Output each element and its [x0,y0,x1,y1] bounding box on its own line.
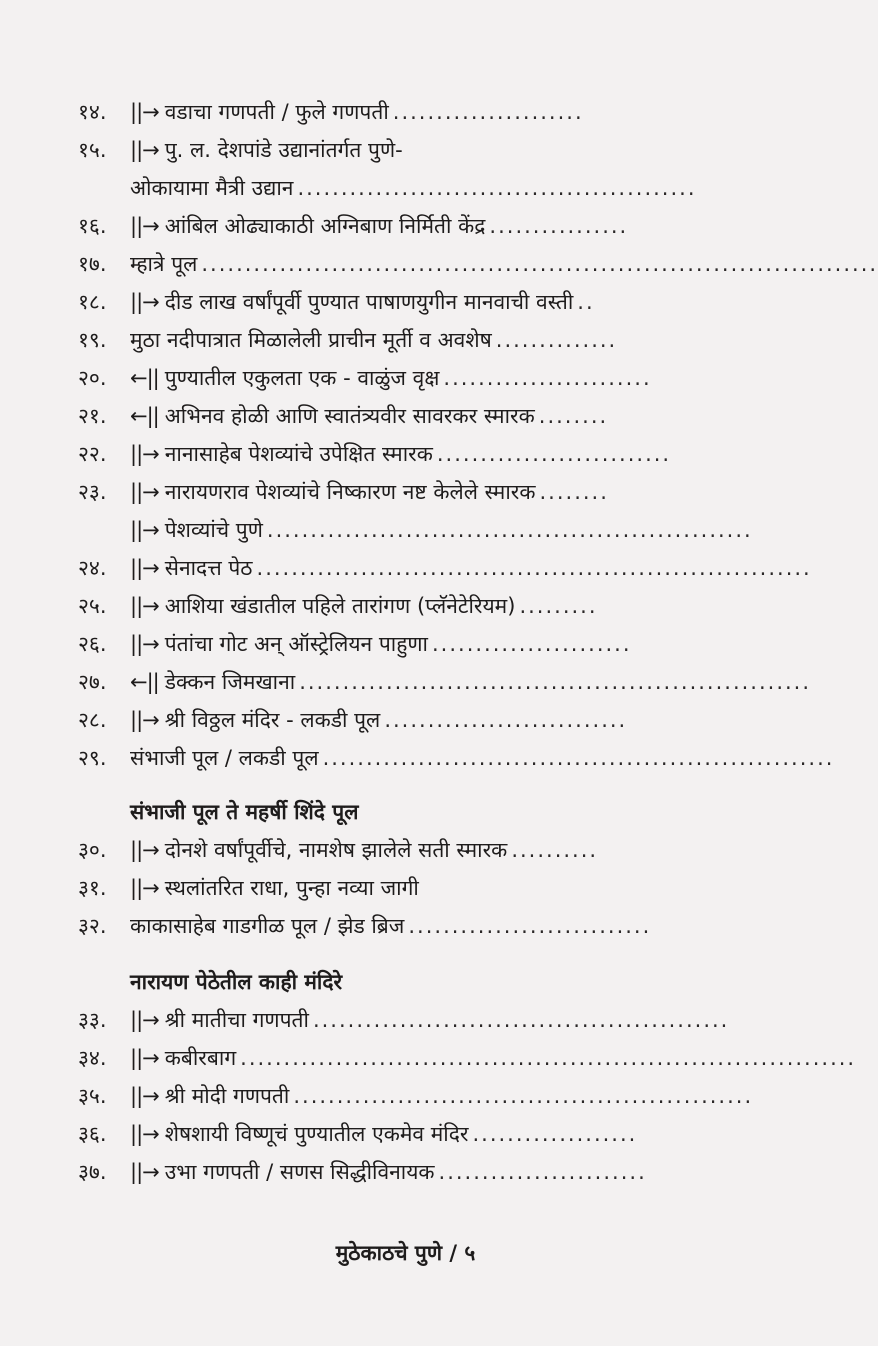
entry-title: नानासाहेब पेशव्यांचे उपेक्षित स्मारक [164,442,433,466]
arrow-right-icon: ||→ [130,1046,159,1070]
toc-entry-17 [78,244,878,284]
toc-entry-37 [78,1152,698,1192]
entry-title: आशिया खंडातील पहिले तारांगण (प्लॅनेटेरियम) [164,594,516,618]
toc-entry-34 [78,1038,857,1078]
arrow-right-icon: ||→ [130,708,159,732]
dot-leader: .......... [511,838,599,862]
entry-number: ३७. [78,1160,107,1184]
entry-title: उभा गणपती / सणस सिद्धीविनायक [164,1160,435,1184]
arrow-right-icon: ||→ [130,1122,159,1146]
entry-number: २५. [78,594,107,618]
dot-leader: ........ [539,480,609,504]
toc-entry-22 [78,434,698,474]
entry-number: ३२. [78,914,107,938]
entry-number: ३०. [78,838,107,862]
entry-number: १५. [78,138,107,162]
dot-leader: ........................................................ [266,518,753,542]
entry-title: पंतांचा गोट अन् ऑस्ट्रेलियन पाहुणा [164,632,428,656]
entry-title: वडाचा गणपती / फुले गणपती [164,100,389,124]
entry-number: ३६. [78,1122,107,1146]
arrow-right-icon: ||→ [130,290,159,314]
toc-entry-32 [78,906,698,946]
entry-title: श्री विठ्ठल मंदिर - लकडी पूल [164,708,381,732]
dot-leader: ........................... [436,442,672,466]
arrow-right-icon: ||→ [130,632,159,656]
entry-title: शेषशायी विष्णूचं पुण्यातील एकमेव मंदिर [164,1122,469,1146]
entry-title: श्री मोदी गणपती [164,1084,290,1108]
dot-leader: ............................ [384,708,628,732]
entry-number: १८. [78,290,107,314]
dot-leader: ............................ [408,914,652,938]
toc-entry-35 [78,1076,754,1116]
entry-number: २७. [78,670,107,694]
arrow-right-icon: ||→ [130,138,159,162]
entry-title: पेशव्यांचे पुणे [164,518,263,542]
entry-number: ३४. [78,1046,107,1070]
entry-title: ओकायामा मैत्री उद्यान [130,176,294,200]
entry-number: १७. [78,252,107,276]
entry-number: १९. [78,328,107,352]
arrow-right-icon: ||→ [130,480,159,504]
toc-entry-23 [78,472,698,512]
arrow-right-icon: ||→ [130,1008,159,1032]
entry-number: २२. [78,442,107,466]
dot-leader: ........................................................... [299,670,812,694]
entry-number: २६. [78,632,107,656]
arrow-right-icon: ||→ [130,100,159,124]
entry-title: पुण्यातील एकुलता एक - वाळुंज वृक्ष [164,366,440,390]
entry-number: ३१. [78,876,107,900]
arrow-left-icon: ←|| [130,670,159,694]
arrow-right-icon: ||→ [130,838,159,862]
entry-number: १६. [78,214,107,238]
toc-entry-33 [78,1000,730,1040]
arrow-right-icon: ||→ [130,594,159,618]
dot-leader: ........ [538,404,609,428]
toc-entry-24 [78,548,812,588]
arrow-right-icon: ||→ [130,1084,159,1108]
toc-entry-25 [78,586,698,626]
entry-title: पु. ल. देशपांडे उद्यानांतर्गत पुणे- [164,138,403,162]
dot-leader: ...................... [392,100,584,124]
dot-leader: ....................... [432,632,632,656]
dot-leader: ......... [519,594,598,618]
toc-entry-14 [78,92,698,132]
entry-title: नारायणराव पेशव्यांचे निष्कारण नष्ट केलेले स्मारक [164,480,536,504]
dot-leader: ..................................................... [293,1084,754,1108]
dot-leader: ................ [489,214,629,238]
dot-leader: ........................ [443,366,652,390]
arrow-right-icon: ||→ [130,876,159,900]
entry-title: दोनशे वर्षांपूर्वीचे, नामशेष झालेले सती स्मारक [164,838,508,862]
entry-title: श्री मातीचा गणपती [164,1008,309,1032]
toc-entry-28 [78,700,698,740]
toc-entry-31 [78,868,698,908]
dot-leader: ........................................................... [322,746,835,770]
entry-title: मुठा नदीपात्रात मिळालेली प्राचीन मूर्ती व अवशेष [130,328,492,352]
section-heading: नारायण पेठेतील काही मंदिरे [130,970,343,994]
entry-title: डेक्कन जिमखाना [164,670,296,694]
dot-leader: .............................................................................. [201,252,878,276]
entry-title: आंबिल ओढ्याकाठी अग्निबाण निर्मिती केंद्र [164,214,486,238]
entry-number: २३. [78,480,107,504]
entry-title: संभाजी पूल / लकडी पूल [130,746,319,770]
dot-leader: ................................................ [312,1008,730,1032]
toc-entry-20 [78,358,698,398]
toc-entry-29 [78,738,835,778]
toc-entry-16 [78,206,698,246]
dot-leader: ........................ [438,1160,647,1184]
arrow-right-icon: ||→ [130,442,159,466]
toc-entry-36 [78,1114,698,1154]
dot-leader: .............. [495,328,618,352]
entry-title: सेनादत्त पेठ [164,556,253,580]
dot-leader: .............................................. [297,176,697,200]
dot-leader: .. [577,290,595,314]
toc-entry-21 [78,396,698,436]
entry-number: २०. [78,366,107,390]
toc-entry-27 [78,662,812,702]
toc-entry-23-sub [78,510,753,550]
toc-entry-30 [78,830,698,870]
arrow-right-icon: ||→ [130,518,159,542]
toc-entry-18 [78,282,698,322]
entry-number: २४. [78,556,107,580]
entry-title: स्थलांतरित राधा, पुन्हा नव्या जागी [164,876,419,900]
entry-number: २८. [78,708,107,732]
entry-title: दीड लाख वर्षांपूर्वी पुण्यात पाषाणयुगीन मानवाची वस्ती [164,290,574,314]
dot-leader: ....................................................................... [240,1046,857,1070]
entry-number: ३३. [78,1008,107,1032]
section-heading: संभाजी पूल ते महर्षी शिंदे पूल [130,800,359,824]
entry-number: २९. [78,746,107,770]
toc-entry-15 [78,130,698,170]
arrow-right-icon: ||→ [130,556,159,580]
arrow-left-icon: ←|| [130,404,159,428]
arrow-right-icon: ||→ [130,214,159,238]
toc-entry-26 [78,624,698,664]
entry-title: कबीरबाग [164,1046,237,1070]
arrow-right-icon: ||→ [130,1160,159,1184]
page-footer: मुठेकाठचे पुणे / ५ [335,1241,476,1265]
entry-number: २१. [78,404,107,428]
dot-leader: ................... [472,1122,638,1146]
arrow-left-icon: ←|| [130,366,159,390]
toc-entry-15-continued [130,168,698,208]
entry-title: काकासाहेब गाडगीळ पूल / झेड ब्रिज [130,914,405,938]
entry-number: १४. [78,100,107,124]
dot-leader: ................................................................ [256,556,812,580]
entry-number: ३५. [78,1084,107,1108]
toc-entry-19 [78,320,698,360]
entry-title: म्हात्रे पूल [130,252,198,276]
entry-title: अभिनव होळी आणि स्वातंत्र्यवीर सावरकर स्मारक [164,404,535,428]
